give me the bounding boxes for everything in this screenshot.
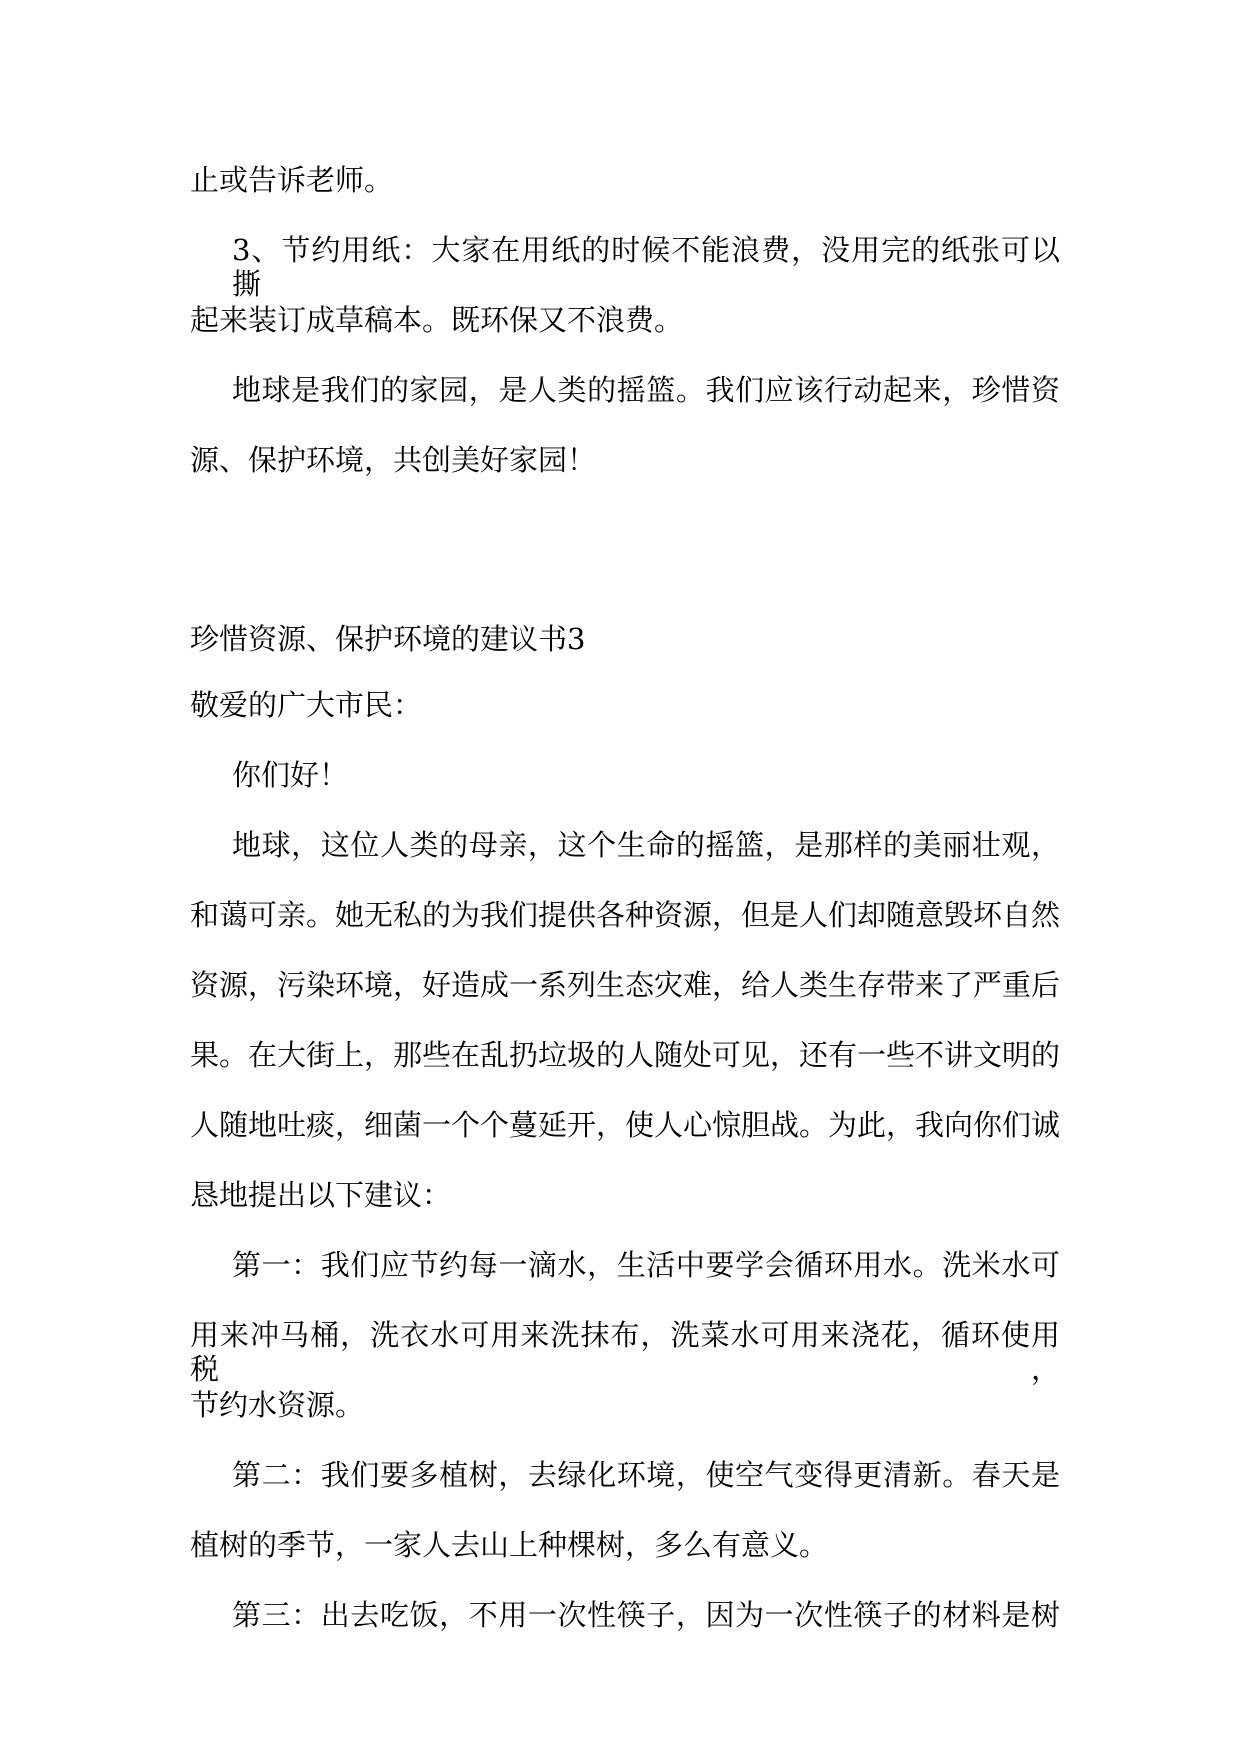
text-line: 资源，污染环境，好造成一系列生态灾难，给人类生存带来了严重后 xyxy=(190,968,1061,1002)
text-line: 用来冲马桶，洗衣水可用来洗抹布，洗菜水可用来浇花，循环使用税， xyxy=(190,1318,1060,1386)
section-title: 珍惜资源、保护环境的建议书3 xyxy=(190,622,586,656)
text-line: 地球，这位人类的母亲，这个生命的摇篮，是那样的美丽壮观， xyxy=(232,828,1060,862)
text-line: 地球是我们的家园，是人类的摇篮。我们应该行动起来，珍惜资 xyxy=(232,373,1060,407)
text-line: 第三：出去吃饭，不用一次性筷子，因为一次性筷子的材料是树 xyxy=(232,1598,1060,1632)
text-line: 果。在大街上，那些在乱扔垃圾的人随处可见，还有一些不讲文明的 xyxy=(190,1038,1061,1072)
text-line: 止或告诉老师。 xyxy=(190,163,394,197)
text-line: 源、保护环境，共创美好家园！ xyxy=(190,443,597,477)
text-line: 3、节约用纸：大家在用纸的时候不能浪费，没用完的纸张可以撕 xyxy=(232,233,1060,301)
salutation: 敬爱的广大市民： xyxy=(190,688,423,722)
text-line: 第一：我们应节约每一滴水，生活中要学会循环用水。洗米水可 xyxy=(232,1248,1060,1282)
text-line: 和蔼可亲。她无私的为我们提供各种资源，但是人们却随意毁坏自然 xyxy=(190,898,1061,932)
text-line: 植树的季节，一家人去山上种棵树，多么有意义。 xyxy=(190,1528,829,1562)
text-line: 第二：我们要多植树，去绿化环境，使空气变得更清新。春天是 xyxy=(232,1458,1060,1492)
text-line: 节约水资源。 xyxy=(190,1388,365,1422)
text-line: 起来装订成草稿本。既环保又不浪费。 xyxy=(190,303,684,337)
greeting: 你们好！ xyxy=(232,758,349,792)
text-line: 人随地吐痰，细菌一个个蔓延开，使人心惊胆战。为此，我向你们诚 xyxy=(190,1108,1061,1142)
text-line: 恳地提出以下建议： xyxy=(190,1178,452,1212)
